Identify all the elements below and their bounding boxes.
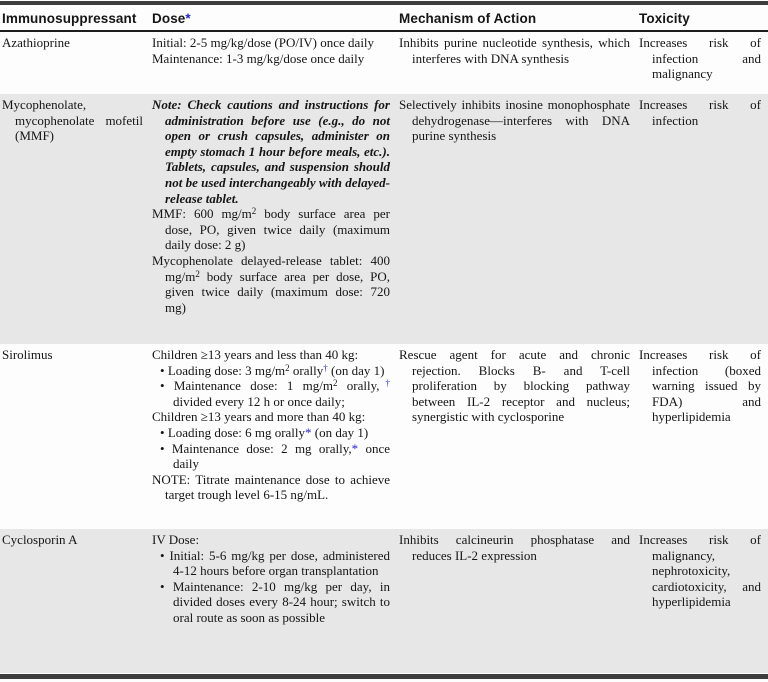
cell-toxicity [637,94,768,344]
bullet-item [152,378,390,409]
mark-blue: * [305,424,312,440]
text-run: orally [289,362,324,378]
text-run: Selectively inhibits inosine monophosphate dehydrogenase—interferes with DNA purine synthesis [399,97,630,144]
col-header-toxicity [637,5,768,31]
bullet-icon: • [160,378,174,394]
text-run: Sirolimus [2,347,53,362]
mark-sup: 2 [251,206,257,217]
text-block [399,532,630,563]
text-run: Inhibits calcineurin phosphatase and reduces IL-2 expression [399,532,630,563]
text-block [152,35,390,51]
text-block [152,409,390,425]
text-block [639,347,761,425]
text-block [2,347,143,363]
text-block [2,532,143,548]
text-run: once daily [173,440,390,472]
text-run: orally, [337,378,380,394]
text-run: Cyclosporin A [2,532,78,547]
cell-immunosuppressant [0,344,150,529]
col-header-immunosuppressant [0,5,150,31]
mark-sup: 2 [333,378,338,389]
col-header-mechanism [397,5,637,31]
text-block [2,97,143,144]
text-block [639,532,761,610]
cell-dose [150,344,397,529]
immunosuppressant-table [0,5,768,673]
text-run: Maintenance: 2-10 mg/kg per day, in divided doses every 8-24 hour; switch to oral route as soon as possible [172,578,390,625]
text-run: divided every 12 h or once daily; [173,393,345,409]
text-run: body surface area per dose, PO, given twice daily (maximum dose: 720 mg) [165,268,390,315]
text-run: Children ≥13 years and more than 40 kg: [152,409,366,425]
text-block [399,347,630,425]
bullet-item [152,579,390,626]
text-block [152,347,390,363]
bullet-icon: • [160,424,168,440]
text-run: Initial: 5-6 mg/kg per dose, administered 4-12 hours before organ transplantation [169,547,390,579]
cell-mechanism [397,94,637,344]
table-row [0,529,768,673]
mark-supblue: † [323,362,328,373]
bullet-item [152,425,390,441]
text-run: Inhibits purine nucleotide synthesis, which interferes with DNA synthesis [399,35,630,66]
header-row [0,5,768,31]
text-run: Loading dose: 3 mg/m [167,362,286,378]
col-header-label: Dose [152,10,186,26]
cell-toxicity [637,31,768,94]
cell-immunosuppressant [0,94,150,344]
cell-toxicity [637,344,768,529]
mark-sup: 2 [195,268,200,279]
bullet-icon: • [160,547,170,563]
cell-immunosuppressant [0,31,150,94]
bullet-icon: • [160,440,172,456]
text-run: (on day 1) [327,362,385,378]
text-run: Increases risk of infection [639,97,761,128]
text-run: Maintenance dose: 2 mg orally, [171,440,352,456]
text-run: Maintenance: 1-3 mg/kg/dose once daily [152,50,365,66]
text-run: MMF: 600 mg/m [152,206,252,222]
text-block [2,35,143,51]
cell-mechanism [397,31,637,94]
text-run: Mycophenolate delayed-release tablet: 400 mg/m [152,252,390,284]
text-run: body surface area per dose, PO, given twice daily (maximum daily dose: 2 g) [165,206,391,253]
text-block [639,97,761,128]
text-block [399,97,630,144]
text-run: Initial: 2-5 mg/kg/dose (PO/IV) once daily [152,35,375,50]
cell-dose [150,31,397,94]
text-run: NOTE: Titrate maintenance dose to achieve target trough level 6-15 ng/mL. [152,471,390,503]
text-run: Maintenance dose: 1 mg/m [173,378,333,394]
text-run: Azathioprine [2,35,70,50]
text-block [152,532,390,548]
footnote-asterisk-mark: * [185,10,191,26]
bottom-rule [0,674,768,679]
table-body [0,31,768,673]
table-row [0,94,768,344]
text-block [152,472,390,503]
col-header-label: Mechanism of Action [399,10,537,26]
text-run: Children ≥13 years and less than 40 kg: [152,347,359,362]
text-run: Rescue agent for acute and chronic rejection. Blocks B- and T-cell proliferation by blocking pathway between IL-2 receptor and nucleus; synergistic with cyclosporine [399,347,630,425]
col-header-label: Toxicity [639,10,690,26]
text-block [399,35,630,66]
bullet-item [152,548,390,579]
cell-mechanism [397,529,637,673]
bullet-item [152,441,390,472]
mark-sup: 2 [285,362,290,373]
col-header-label: Immunosuppressant [2,10,137,26]
bullet-icon: • [160,578,173,594]
text-block [152,253,390,315]
text-run: (on day 1) [311,424,369,440]
cell-toxicity [637,529,768,673]
table-row [0,344,768,529]
cell-mechanism [397,344,637,529]
cell-dose [150,94,397,344]
text-run: Increases risk of infection and malignancy [639,35,761,82]
text-block [152,97,390,206]
text-run: Mycophenolate, mycophenolate mofetil (MMF) [2,97,143,144]
text-block [639,35,761,82]
text-block [152,51,390,67]
text-run: Note: Check cautions and instructions for administration before use (e.g., do not open or crush capsules, administer on empty stomach 1 hour before meals, etc.). Tablets, capsules, and suspension should not be used interchangeably with delayed-release tablet. [152,97,390,206]
bullet-icon: • [160,362,168,378]
mark-supblue: † [379,378,390,389]
text-run: Increases risk of infection (boxed warning issued by FDA) and hyperlipidemia [639,347,761,425]
col-header-dose [150,5,397,31]
text-run: Loading dose: 6 mg orally [167,424,306,440]
cell-immunosuppressant [0,529,150,673]
bullet-item [152,363,390,379]
cell-dose [150,529,397,673]
mark-blue: * [351,440,359,456]
text-run: Increases risk of malignancy, nephrotoxicity, cardiotoxicity, and hyperlipidemia [639,532,761,610]
table-row [0,31,768,94]
text-block [152,206,390,253]
text-run: IV Dose: [152,532,200,547]
